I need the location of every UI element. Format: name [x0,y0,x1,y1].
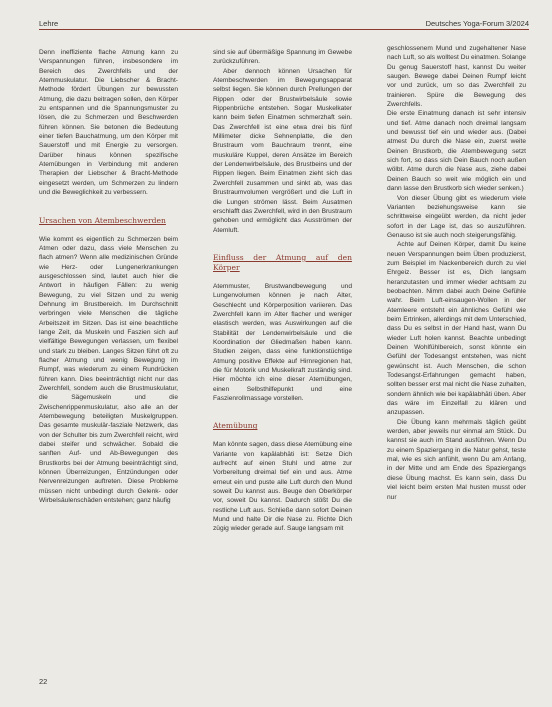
running-header [39,14,529,28]
paragraph: Man könnte sagen, dass diese Atemübung eine Variante von kapālabhāti ist: Setze Dich aufrecht auf einen Stuhl und atme zur Vorbereitung dreimal tief ein und aus. Atme erneut ein und puste alle Luft durch den Mund soweit Du kannst aus. Beuge den Oberkörper vor, soweit Du kannst. Dadurch stößt Du die restliche Luft aus. Schließe dann sofort Deinen Mund und halte Dir die Nase zu. Richte Dich zügig wieder gerade auf. Sauge langsam mit [213,441,352,533]
paragraph: sind sie auf übermäßige Spannung im Gewebe zurückzuführen. [213,49,352,66]
paragraph: Die erste Einatmung danach ist sehr intensiv und tief. Atme danach noch dreimal langsam und bewusst tief ein und wieder aus. (Dabei atmest Du durch die Nase ein, zuerst weite Deinen Brustkorb, die Atembewegung setzt sich fort, so dass sich Dein Bauch noch außen wölbt. Atme durch die Nase aus, ziehe dabei Deinen Bauch so weit wie möglich ein und dann lasse den Brustkorb sich wieder senken.) [387,110,526,193]
section-heading: Atemübung [213,421,258,431]
text-column-3 [387,44,526,502]
section-heading: Einfluss der Atmung auf den Körper [213,252,352,272]
paragraph: Die Übung kann mehrmals täglich geübt werden, aber jeweils nur einmal am Stück. Du kannst sie auch im Stand ausführen. Wenn Du zu einem Spaziergang in die Natur gehst, teste mal, wie es sich anfühlt, wenn Du am Anfang, in der Mitte und am Ende des Spaziergangs diese Übung machst. Es kann sein, dass Du viel leicht beim ersten Mal husten musst oder nur [387,418,526,501]
paragraph: Achte auf Deinen Körper, damit Du keine neuen Verspannungen beim Üben produzierst, zum Beispiel im Nackenbereich durch zu viel Ehrgeiz. Besser ist es, Dich langsam heranzutasten und immer wieder achtsam zu beobachten. Nimm dabei auch Deine Gefühle wahr. Beim Luft-einsaugen-Wollen in der Atemleere entsteht ein ähnliches Gefühl wie beim Ertrinken, allerdings mit dem Unterschied, dass Du es selbst in der Hand hast, wann Du wieder Luft holen kannst. Beachte unbedingt Deinen Wohlfühlbereich, sonst könnte ein Gefühl der Todesangst entstehen, was nicht gewünscht ist. Auch Menschen, die schon Todesangst-Erfahrungen gemacht haben, sollten besser erst mal nicht die Nase zuhalten, sondern ähnlich wie bei kapālabhāti üben. Aber das wäre im Einzelfall zu klären und anzupassen. [387,241,526,417]
paragraph: Aber dennoch können Ursachen für Atembeschwerden im Bewegungsapparat selbst liegen. Sie können durch Prellungen der Rippen oder der Brustwirbelsäule sowie Rippenbrüche entstehen. Sogar Muskelkater kann beim tiefen Einatmen schmerzhaft sein. Das Zwerchfell ist eine etwa drei bis fünf Millimeter dicke Sehnenplatte, die den Brustraum vom Bauchraum trennt, eine muskuläre Kuppel, deren Ansätze im Bereich der Lendenwirbelsäule, des Brustbeins und der Rippen liegen. Beim Einatmen zieht sich das Zwerchfell zusammen und sinkt ab, was das Brustraumvolumen vergrößert und die Luft in die Lungen strömen lässt. Beim Ausatmen erschlafft das Zwerchfell, wird in den Brustraum gehoben und ermöglicht das Ausströmen der Atemluft. [213,67,352,234]
publication-label: Deutsches Yoga-Forum 3/2024 [425,19,529,28]
header-rule [39,29,529,30]
text-column-1 [39,48,178,505]
text-column-2 [213,48,352,534]
paragraph: Atemmuster, Brustwandbewegung und Lungenvolumen können je nach Alter, Geschlecht und Körperposition variieren. Das Zwerchfell kann im Alter flacher und weniger elastisch werden, was Auswirkungen auf die Stabilität der Lendenwirbelsäule und die Koordination der Gliedmaßen haben kann. Studien zeigen, dass eine funktionstüchtige Atmung positive Effekte auf Hirnregionen hat, die für Motorik und Muskelkraft zuständig sind. Hier möchte ich eine dieser Atemübungen, einen Selbsthilfepunkt und eine Faszienrollmassage vorstellen. [213,282,352,402]
paragraph: Wie kommt es eigentlich zu Schmerzen beim Atmen oder dazu, dass viele Menschen zu flach atmen? Wenn alle medizinischen Gründe wie Herz- oder Lungenerkrankungen ausgeschlossen sind, lautet auch hier die Antwort in häufigen Fällen: zu wenig Bewegung, zu viel Sitzen und zu wenig Dehnung im Brustbereich. Im Durchschnitt verbringen viele Menschen die tägliche Arbeitszeit im Sitzen. Das ist eine beachtliche lange Zeit, da Muskeln und Faszien sich auf vielfältige Bewegungen verlassen, um flexibel und stark zu bleiben. Langes Sitzen führt oft zu flacher Atmung und wenig Bewegung im Rumpf, was wiederum zu einem Rundrücken führen kann. Dies beeinträchtigt nicht nur das Zwerchfell, sondern auch die Brustmuskulatur, die Sägemuskeln und die Zwischenrippenmuskulatur, also alle an der Atembewegung beteiligten Muskelgruppen. Das gesamte muskulär-fasziale Netzwerk, das von der Schulter bis zum Zwerchfell reicht, wird dabei steifer und schwächer. Sobald die sanften Auf- und Ab-Bewegungen des Brustkorbs bei der Atmung beeinträchtigt sind, können Überreizungen, Entzündungen oder Nervenreizungen auftreten. Diese Probleme müssen nicht unbedingt durch Gelenk- oder Wirbelsäulenschäden entstehen; ganz häufig [39,235,178,505]
paragraph: Denn ineffiziente flache Atmung kann zu Verspannungen führen, insbesondere im Bereich des Zwerchfells und der Atemmuskulatur. Die Liebscher & Bracht-Methode fördert Übungen zur bewussten Atmung, die dazu beitragen sollen, den Körper zu entspannen und die Spannungsmuster zu lösen, die zu Schmerzen und Beschwerden führen können. Sie betonen die Bedeutung einer tiefen Bauchatmung, um den Körper mit Sauerstoff und mit Energie zu versorgen. Darüber hinaus können spezifische Atemübungen in Verbindung mit anderen Therapien der Liebscher & Bracht-Methode eingesetzt werden, um Schmerzen zu lindern und die Beweglichkeit zu verbessern. [39,49,178,197]
paragraph: geschlossenem Mund und zugehaltener Nase nach Luft, so als wolltest Du einatmen. Solange Du genug Sauerstoff hast, kannst Du weiter saugen. Bewege dabei Deinen Rumpf leicht vor und zurück, um so das Zwerchfell zu trainieren. Spüre die Bewegung des Zwerchfells. [387,45,526,109]
paragraph: Von dieser Übung gibt es wiederum viele Varianten beziehungsweise kann sie schrittweise eingeübt werden, da nicht jeder sofort in der Lage ist, das so auszuführen. Genauso ist sie auch noch steigerungsfähig. [387,194,526,239]
section-heading: Ursachen von Atembeschwerden [39,215,166,225]
section-label: Lehre [39,19,59,28]
page-number: 22 [39,677,48,686]
